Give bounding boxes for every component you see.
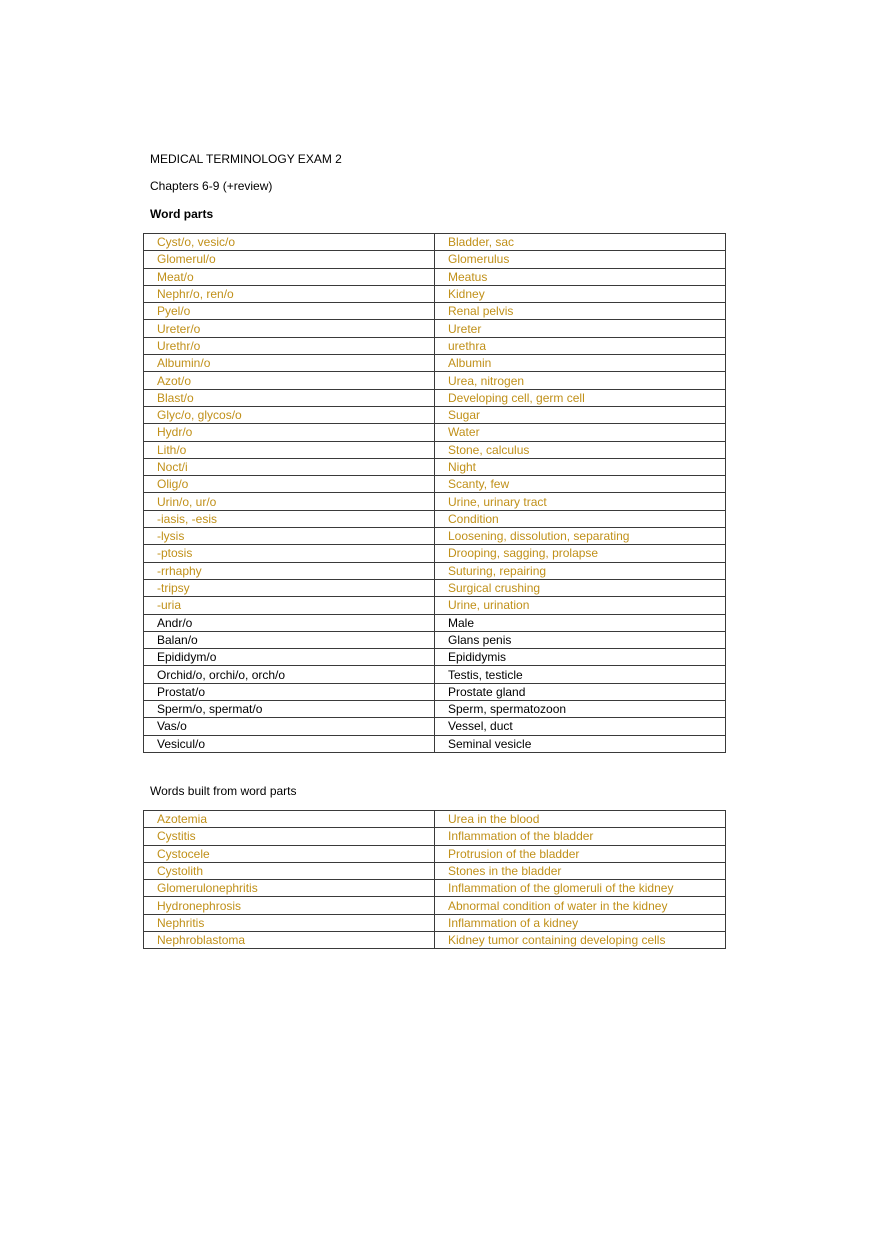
meaning-cell: Urine, urination: [435, 597, 726, 614]
meaning-cell: Abnormal condition of water in the kidney: [435, 897, 726, 914]
term-cell: Blast/o: [144, 389, 435, 406]
meaning-cell: Renal pelvis: [435, 303, 726, 320]
table-row: [144, 234, 726, 251]
term-cell: -iasis, -esis: [144, 510, 435, 527]
meaning-cell: Stone, calculus: [435, 441, 726, 458]
term-cell: Orchid/o, orchi/o, orch/o: [144, 666, 435, 683]
term-cell: Urin/o, ur/o: [144, 493, 435, 510]
term-cell: Glyc/o, glycos/o: [144, 406, 435, 423]
term-cell: Cystocele: [144, 845, 435, 862]
built-words-table-body: [144, 811, 726, 949]
meaning-cell: urethra: [435, 337, 726, 354]
meaning-cell: Drooping, sagging, prolapse: [435, 545, 726, 562]
table-row: [144, 914, 726, 931]
term-cell: Nephroblastoma: [144, 932, 435, 949]
table-row: [144, 701, 726, 718]
table-row: [144, 666, 726, 683]
meaning-cell: Ureter: [435, 320, 726, 337]
meaning-cell: Inflammation of the bladder: [435, 828, 726, 845]
table-row: [144, 649, 726, 666]
chapter-range: Chapters 6-9 (+review): [150, 179, 273, 193]
term-cell: Noct/i: [144, 458, 435, 475]
term-cell: -ptosis: [144, 545, 435, 562]
term-cell: Pyel/o: [144, 303, 435, 320]
term-cell: -tripsy: [144, 579, 435, 596]
term-cell: Olig/o: [144, 476, 435, 493]
meaning-cell: Glans penis: [435, 631, 726, 648]
table-row: [144, 320, 726, 337]
term-cell: Ureter/o: [144, 320, 435, 337]
word-parts-table: [143, 233, 726, 753]
meaning-cell: Urea, nitrogen: [435, 372, 726, 389]
term-cell: Azotemia: [144, 811, 435, 828]
table-row: [144, 285, 726, 302]
meaning-cell: Scanty, few: [435, 476, 726, 493]
table-row: [144, 614, 726, 631]
table-row: [144, 372, 726, 389]
table-row: [144, 389, 726, 406]
term-cell: Hydronephrosis: [144, 897, 435, 914]
meaning-cell: Meatus: [435, 268, 726, 285]
meaning-cell: Inflammation of a kidney: [435, 914, 726, 931]
term-cell: Urethr/o: [144, 337, 435, 354]
table-row: [144, 683, 726, 700]
term-cell: Cystitis: [144, 828, 435, 845]
table-row: [144, 458, 726, 475]
term-cell: Nephr/o, ren/o: [144, 285, 435, 302]
meaning-cell: Inflammation of the glomeruli of the kidney: [435, 880, 726, 897]
table-row: [144, 268, 726, 285]
table-row: [144, 579, 726, 596]
table-row: [144, 880, 726, 897]
meaning-cell: Albumin: [435, 355, 726, 372]
term-cell: Azot/o: [144, 372, 435, 389]
term-cell: Hydr/o: [144, 424, 435, 441]
table-row: [144, 303, 726, 320]
term-cell: Epididym/o: [144, 649, 435, 666]
table-row: [144, 528, 726, 545]
meaning-cell: Loosening, dissolution, separating: [435, 528, 726, 545]
meaning-cell: Sperm, spermatozoon: [435, 701, 726, 718]
table-row: [144, 493, 726, 510]
meaning-cell: Condition: [435, 510, 726, 527]
table-row: [144, 476, 726, 493]
term-cell: Glomerul/o: [144, 251, 435, 268]
term-cell: -lysis: [144, 528, 435, 545]
table-row: [144, 251, 726, 268]
table-row: [144, 597, 726, 614]
table-row: [144, 424, 726, 441]
built-words-table: [143, 810, 726, 949]
term-cell: Cystolith: [144, 862, 435, 879]
meaning-cell: Seminal vesicle: [435, 735, 726, 752]
term-cell: Lith/o: [144, 441, 435, 458]
table-row: [144, 897, 726, 914]
term-cell: Balan/o: [144, 631, 435, 648]
meaning-cell: Stones in the bladder: [435, 862, 726, 879]
word-parts-table-body: [144, 234, 726, 753]
meaning-cell: Suturing, repairing: [435, 562, 726, 579]
table-row: [144, 828, 726, 845]
table-row: [144, 355, 726, 372]
meaning-cell: Male: [435, 614, 726, 631]
page-title: MEDICAL TERMINOLOGY EXAM 2: [150, 152, 342, 166]
meaning-cell: Urea in the blood: [435, 811, 726, 828]
meaning-cell: Urine, urinary tract: [435, 493, 726, 510]
meaning-cell: Protrusion of the bladder: [435, 845, 726, 862]
table-row: [144, 510, 726, 527]
table-row: [144, 631, 726, 648]
meaning-cell: Surgical crushing: [435, 579, 726, 596]
meaning-cell: Kidney: [435, 285, 726, 302]
term-cell: Prostat/o: [144, 683, 435, 700]
table-row: [144, 337, 726, 354]
section-heading-built-words: Words built from word parts: [150, 784, 297, 798]
table-row: [144, 845, 726, 862]
table-row: [144, 545, 726, 562]
term-cell: -rrhaphy: [144, 562, 435, 579]
table-row: [144, 406, 726, 423]
meaning-cell: Testis, testicle: [435, 666, 726, 683]
table-row: [144, 811, 726, 828]
meaning-cell: Glomerulus: [435, 251, 726, 268]
term-cell: Cyst/o, vesic/o: [144, 234, 435, 251]
meaning-cell: Bladder, sac: [435, 234, 726, 251]
table-row: [144, 441, 726, 458]
term-cell: Vesicul/o: [144, 735, 435, 752]
meaning-cell: Sugar: [435, 406, 726, 423]
term-cell: Andr/o: [144, 614, 435, 631]
term-cell: Sperm/o, spermat/o: [144, 701, 435, 718]
term-cell: Vas/o: [144, 718, 435, 735]
section-heading-word-parts: Word parts: [150, 207, 214, 221]
term-cell: Meat/o: [144, 268, 435, 285]
table-row: [144, 862, 726, 879]
term-cell: Albumin/o: [144, 355, 435, 372]
meaning-cell: Kidney tumor containing developing cells: [435, 932, 726, 949]
term-cell: Glomerulonephritis: [144, 880, 435, 897]
term-cell: Nephritis: [144, 914, 435, 931]
term-cell: -uria: [144, 597, 435, 614]
table-row: [144, 932, 726, 949]
meaning-cell: Vessel, duct: [435, 718, 726, 735]
table-row: [144, 735, 726, 752]
table-row: [144, 562, 726, 579]
meaning-cell: Water: [435, 424, 726, 441]
meaning-cell: Prostate gland: [435, 683, 726, 700]
table-row: [144, 718, 726, 735]
meaning-cell: Night: [435, 458, 726, 475]
meaning-cell: Epididymis: [435, 649, 726, 666]
meaning-cell: Developing cell, germ cell: [435, 389, 726, 406]
